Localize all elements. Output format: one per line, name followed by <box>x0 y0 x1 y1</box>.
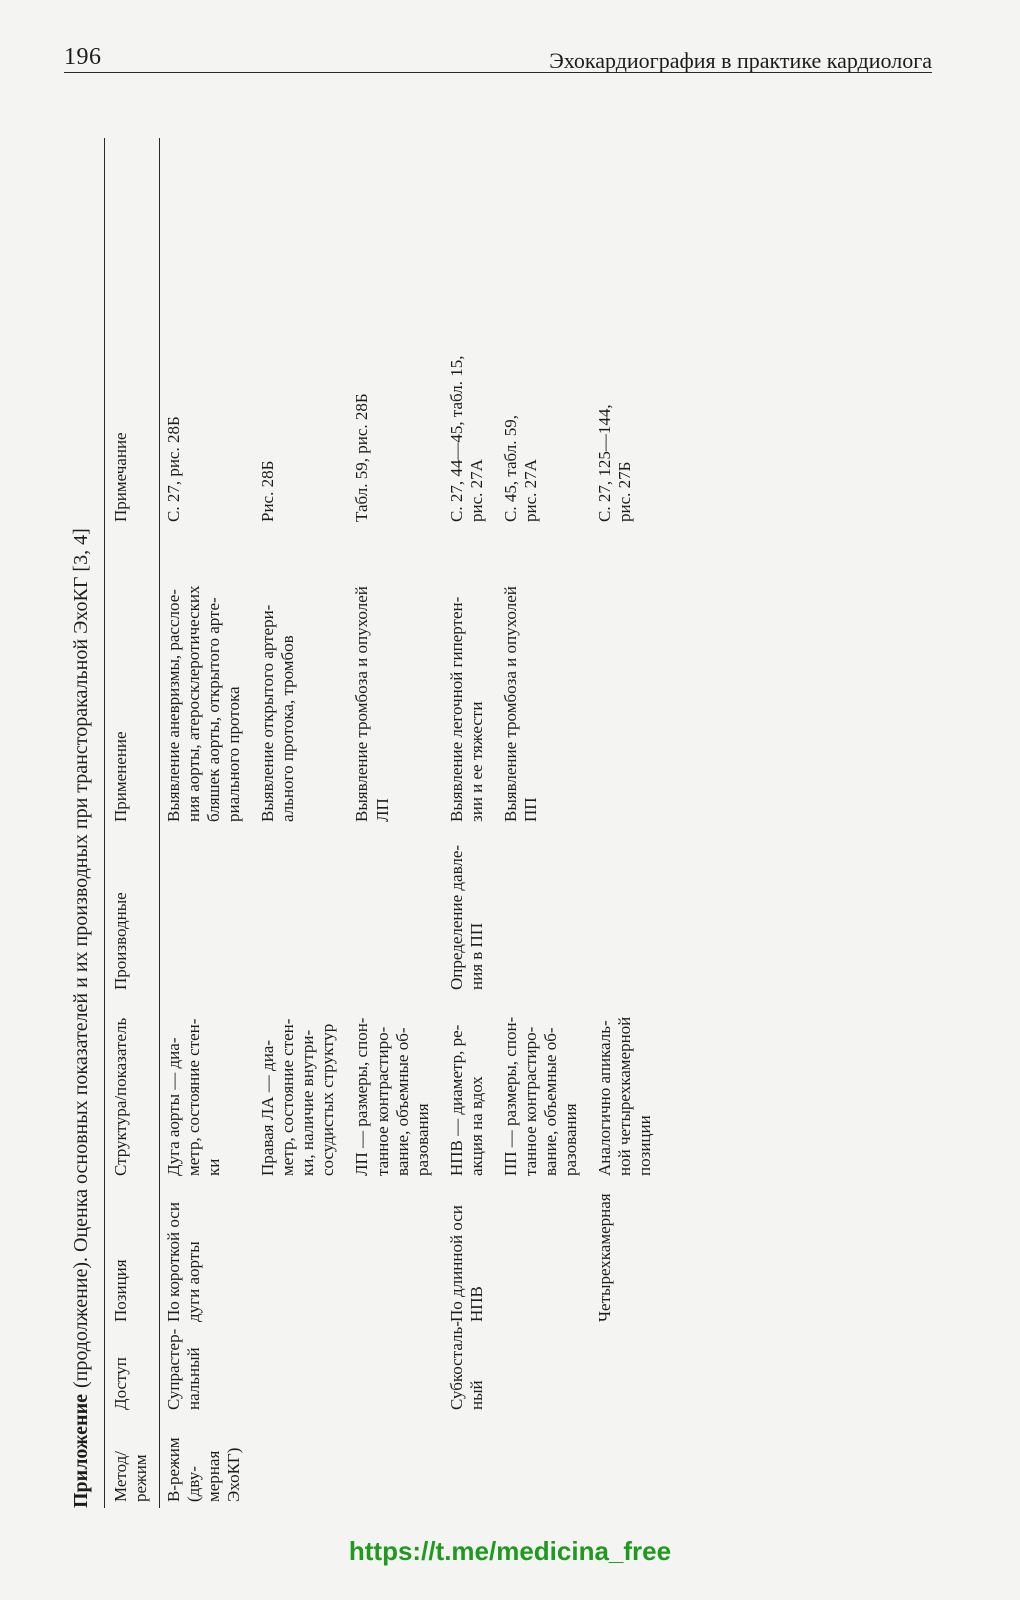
table-caption <box>60 138 104 1508</box>
cell-note: С. 45, табл. 59, рис. 27А <box>500 415 540 522</box>
cell-application: Выявление аневризмы, расслое- ния аорты, атеросклеротических бляшек аорты, открытого арте- риального протока <box>164 585 244 822</box>
appendix-table-block <box>60 138 655 1508</box>
cell-method: В-режим (дву- мерная ЭхоКГ) <box>164 1437 244 1502</box>
cell-access <box>591 1328 665 1416</box>
cell-derived <box>348 828 442 996</box>
cell-note: Рис. 28Б <box>258 460 278 522</box>
cell-access <box>254 1328 348 1416</box>
cell-access: Супрастер- нальный <box>164 1328 204 1410</box>
telegram-link[interactable]: https://t.me/medicina_free <box>348 1536 672 1566</box>
cell-position: По короткой оси дуги аорты <box>164 1202 204 1322</box>
table-row <box>160 138 255 1508</box>
cell-method <box>591 1416 665 1508</box>
header-rule <box>64 72 932 73</box>
cell-derived <box>254 828 348 996</box>
cell-derived <box>591 828 665 996</box>
caption-text: (продолжение). Оценка основных показателей и их производных при трансторакальной ЭхоКГ [3, 4] <box>70 528 93 1389</box>
cell-derived <box>160 828 255 996</box>
cell-application: Выявление тромбоза и опухолей ЛП <box>352 586 392 822</box>
table-row <box>443 138 497 1508</box>
column-header-method: Метод/режим <box>105 1416 160 1508</box>
column-header-structure: Структура/показатель <box>105 996 160 1182</box>
cell-access <box>348 1328 442 1416</box>
cell-access: Субкосталь- ный <box>446 1321 486 1410</box>
cell-note: С. 27, рис. 28Б <box>164 416 184 522</box>
cell-position: По длинной оси НПВ <box>446 1205 486 1322</box>
table-header-row <box>105 138 160 1508</box>
cell-application: Выявление открытого артери- ального протока, тромбов <box>258 604 298 822</box>
appendix-table <box>104 138 665 1508</box>
cell-structure: ЛП — размеры, спон- танное контрастиро- вание, объемные об- разования <box>352 1017 432 1176</box>
cell-derived <box>497 828 591 996</box>
column-header-application: Применение <box>105 528 160 828</box>
cell-position <box>497 1182 591 1328</box>
cell-note: С. 27, 44—45, табл. 15, рис. 27А <box>446 355 486 522</box>
column-header-derived: Производные <box>105 828 160 996</box>
cell-method <box>443 1416 497 1508</box>
cell-note: С. 27, 125—144, рис. 27Б <box>594 404 634 522</box>
page-number: 196 <box>64 44 102 70</box>
cell-method <box>497 1416 591 1508</box>
cell-method <box>348 1416 442 1508</box>
column-header-position: Позиция <box>105 1182 160 1328</box>
table-row <box>348 138 442 1508</box>
cell-structure: Аналогично апикаль- ной четырехкамерной позиции <box>594 1016 655 1176</box>
table-row <box>497 138 591 1508</box>
column-header-note: Примечание <box>105 138 160 528</box>
cell-structure: НПВ — диаметр, ре- акция на вдох <box>446 1024 486 1176</box>
cell-method <box>254 1416 348 1508</box>
caption-label: Приложение <box>70 1394 93 1508</box>
cell-note: Табл. 59, рис. 28Б <box>352 393 372 522</box>
cell-structure: Дуга аорты — диа- метр, состояние стен- ки <box>164 1018 224 1176</box>
running-title: Эхокардиография в практике кардиолога <box>549 48 932 73</box>
cell-position <box>348 1182 442 1328</box>
cell-application: Выявление легочной гипертен- зии и ее тяжести <box>446 596 486 822</box>
table-row <box>254 138 348 1508</box>
cell-application <box>591 528 665 828</box>
cell-position: Четырехкамерная <box>594 1193 614 1322</box>
cell-structure: Правая ЛА — диа- метр, состояние стен- ки, наличие внутри- сосудистых структур <box>258 1018 338 1176</box>
cell-structure: ПП — размеры, спон- танное контрастиро- вание, объемные об- разования <box>500 1016 580 1176</box>
cell-derived: Определение давле- ния в ПП <box>446 844 486 990</box>
cell-position <box>254 1182 348 1328</box>
cell-application: Выявление тромбоза и опухолей ПП <box>500 586 540 822</box>
column-header-access: Доступ <box>105 1328 160 1416</box>
cell-access <box>497 1328 591 1416</box>
table-row <box>591 138 665 1508</box>
